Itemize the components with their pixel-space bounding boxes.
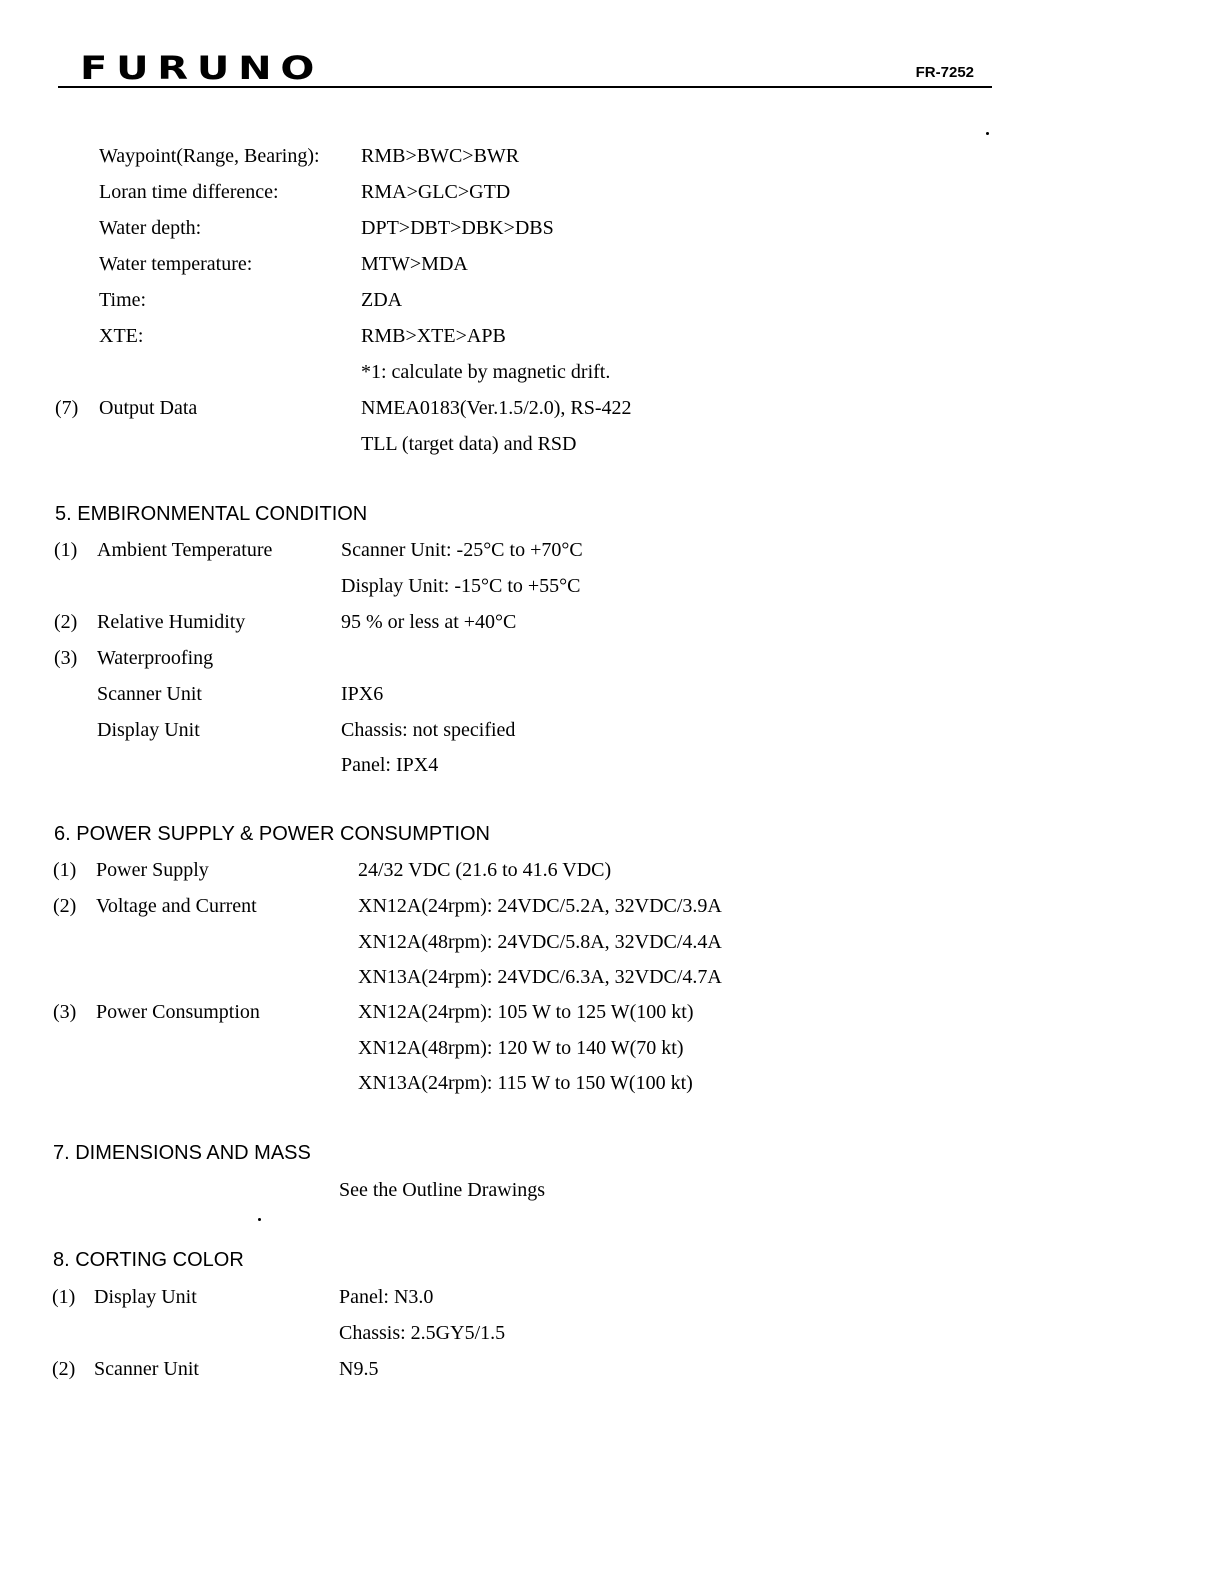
item-value: Chassis: not specified [341,719,516,741]
item-value: Display Unit: -15°C to +55°C [341,575,581,597]
item-value: N9.5 [339,1358,379,1380]
item-value: XN12A(24rpm): 24VDC/5.2A, 32VDC/3.9A [358,895,722,917]
item-number: (3) [54,647,78,669]
item-value: NMEA0183(Ver.1.5/2.0), RS-422 [361,397,632,419]
item-label: Relative Humidity [97,611,246,633]
item-number: (1) [52,1286,76,1308]
item-number: (1) [53,859,77,881]
item-number: (2) [52,1358,76,1380]
item-label: Waterproofing [97,647,214,669]
row-value: RMB>XTE>APB [361,325,506,347]
item-value: Panel: IPX4 [341,754,439,776]
section-heading: 7. DIMENSIONS AND MASS [53,1142,311,1164]
item-value: Chassis: 2.5GY5/1.5 [339,1322,506,1344]
item-number: (7) [55,397,79,419]
item-label: Display Unit [94,1286,197,1308]
row-label: Loran time difference: [99,181,279,203]
sub-label: Display Unit [97,719,200,741]
page-header [58,50,992,88]
item-label: Output Data [99,397,198,419]
item-value: XN12A(48rpm): 120 W to 140 W(70 kt) [358,1037,684,1059]
item-value: TLL (target data) and RSD [361,433,577,455]
item-number: (1) [54,539,78,561]
row-value: DPT>DBT>DBK>DBS [361,217,554,239]
furuno-logo: FURUNO [80,49,324,87]
row-value: ZDA [361,289,403,311]
item-value: See the Outline Drawings [339,1179,546,1201]
item-value: Panel: N3.0 [339,1286,434,1308]
item-label: Ambient Temperature [97,539,273,561]
stray-dot [258,1218,261,1221]
row-value: MTW>MDA [361,253,468,275]
item-label: Power Consumption [96,1001,260,1023]
model-number: FR-7252 [915,64,974,81]
item-value: XN12A(24rpm): 105 W to 125 W(100 kt) [358,1001,694,1023]
item-number: (2) [54,611,78,633]
item-value: XN12A(48rpm): 24VDC/5.8A, 32VDC/4.4A [358,931,722,953]
item-label: Voltage and Current [96,895,257,917]
item-number: (2) [53,895,77,917]
item-value: 24/32 VDC (21.6 to 41.6 VDC) [358,859,612,881]
item-value: XN13A(24rpm): 24VDC/6.3A, 32VDC/4.7A [358,966,722,988]
item-number: (3) [53,1001,77,1023]
stray-dot [986,132,989,135]
sub-label: Scanner Unit [97,683,202,705]
row-label: Waypoint(Range, Bearing): [99,145,320,167]
row-value: RMA>GLC>GTD [361,181,511,203]
row-label: Water temperature: [99,253,253,275]
row-value: RMB>BWC>BWR [361,145,520,167]
item-label: Power Supply [96,859,209,881]
row-label: Time: [99,289,147,311]
item-label: Scanner Unit [94,1358,199,1380]
item-value: 95 % or less at +40°C [341,611,517,633]
row-label: XTE: [99,325,144,347]
footnote: *1: calculate by magnetic drift. [361,361,611,383]
item-value: IPX6 [341,683,384,705]
section-heading: 5. EMBIRONMENTAL CONDITION [55,503,368,525]
item-value: XN13A(24rpm): 115 W to 150 W(100 kt) [358,1072,693,1094]
row-label: Water depth: [99,217,202,239]
section-heading: 6. POWER SUPPLY & POWER CONSUMPTION [54,823,490,845]
item-value: Scanner Unit: -25°C to +70°C [341,539,583,561]
section-heading: 8. CORTING COLOR [53,1249,244,1271]
